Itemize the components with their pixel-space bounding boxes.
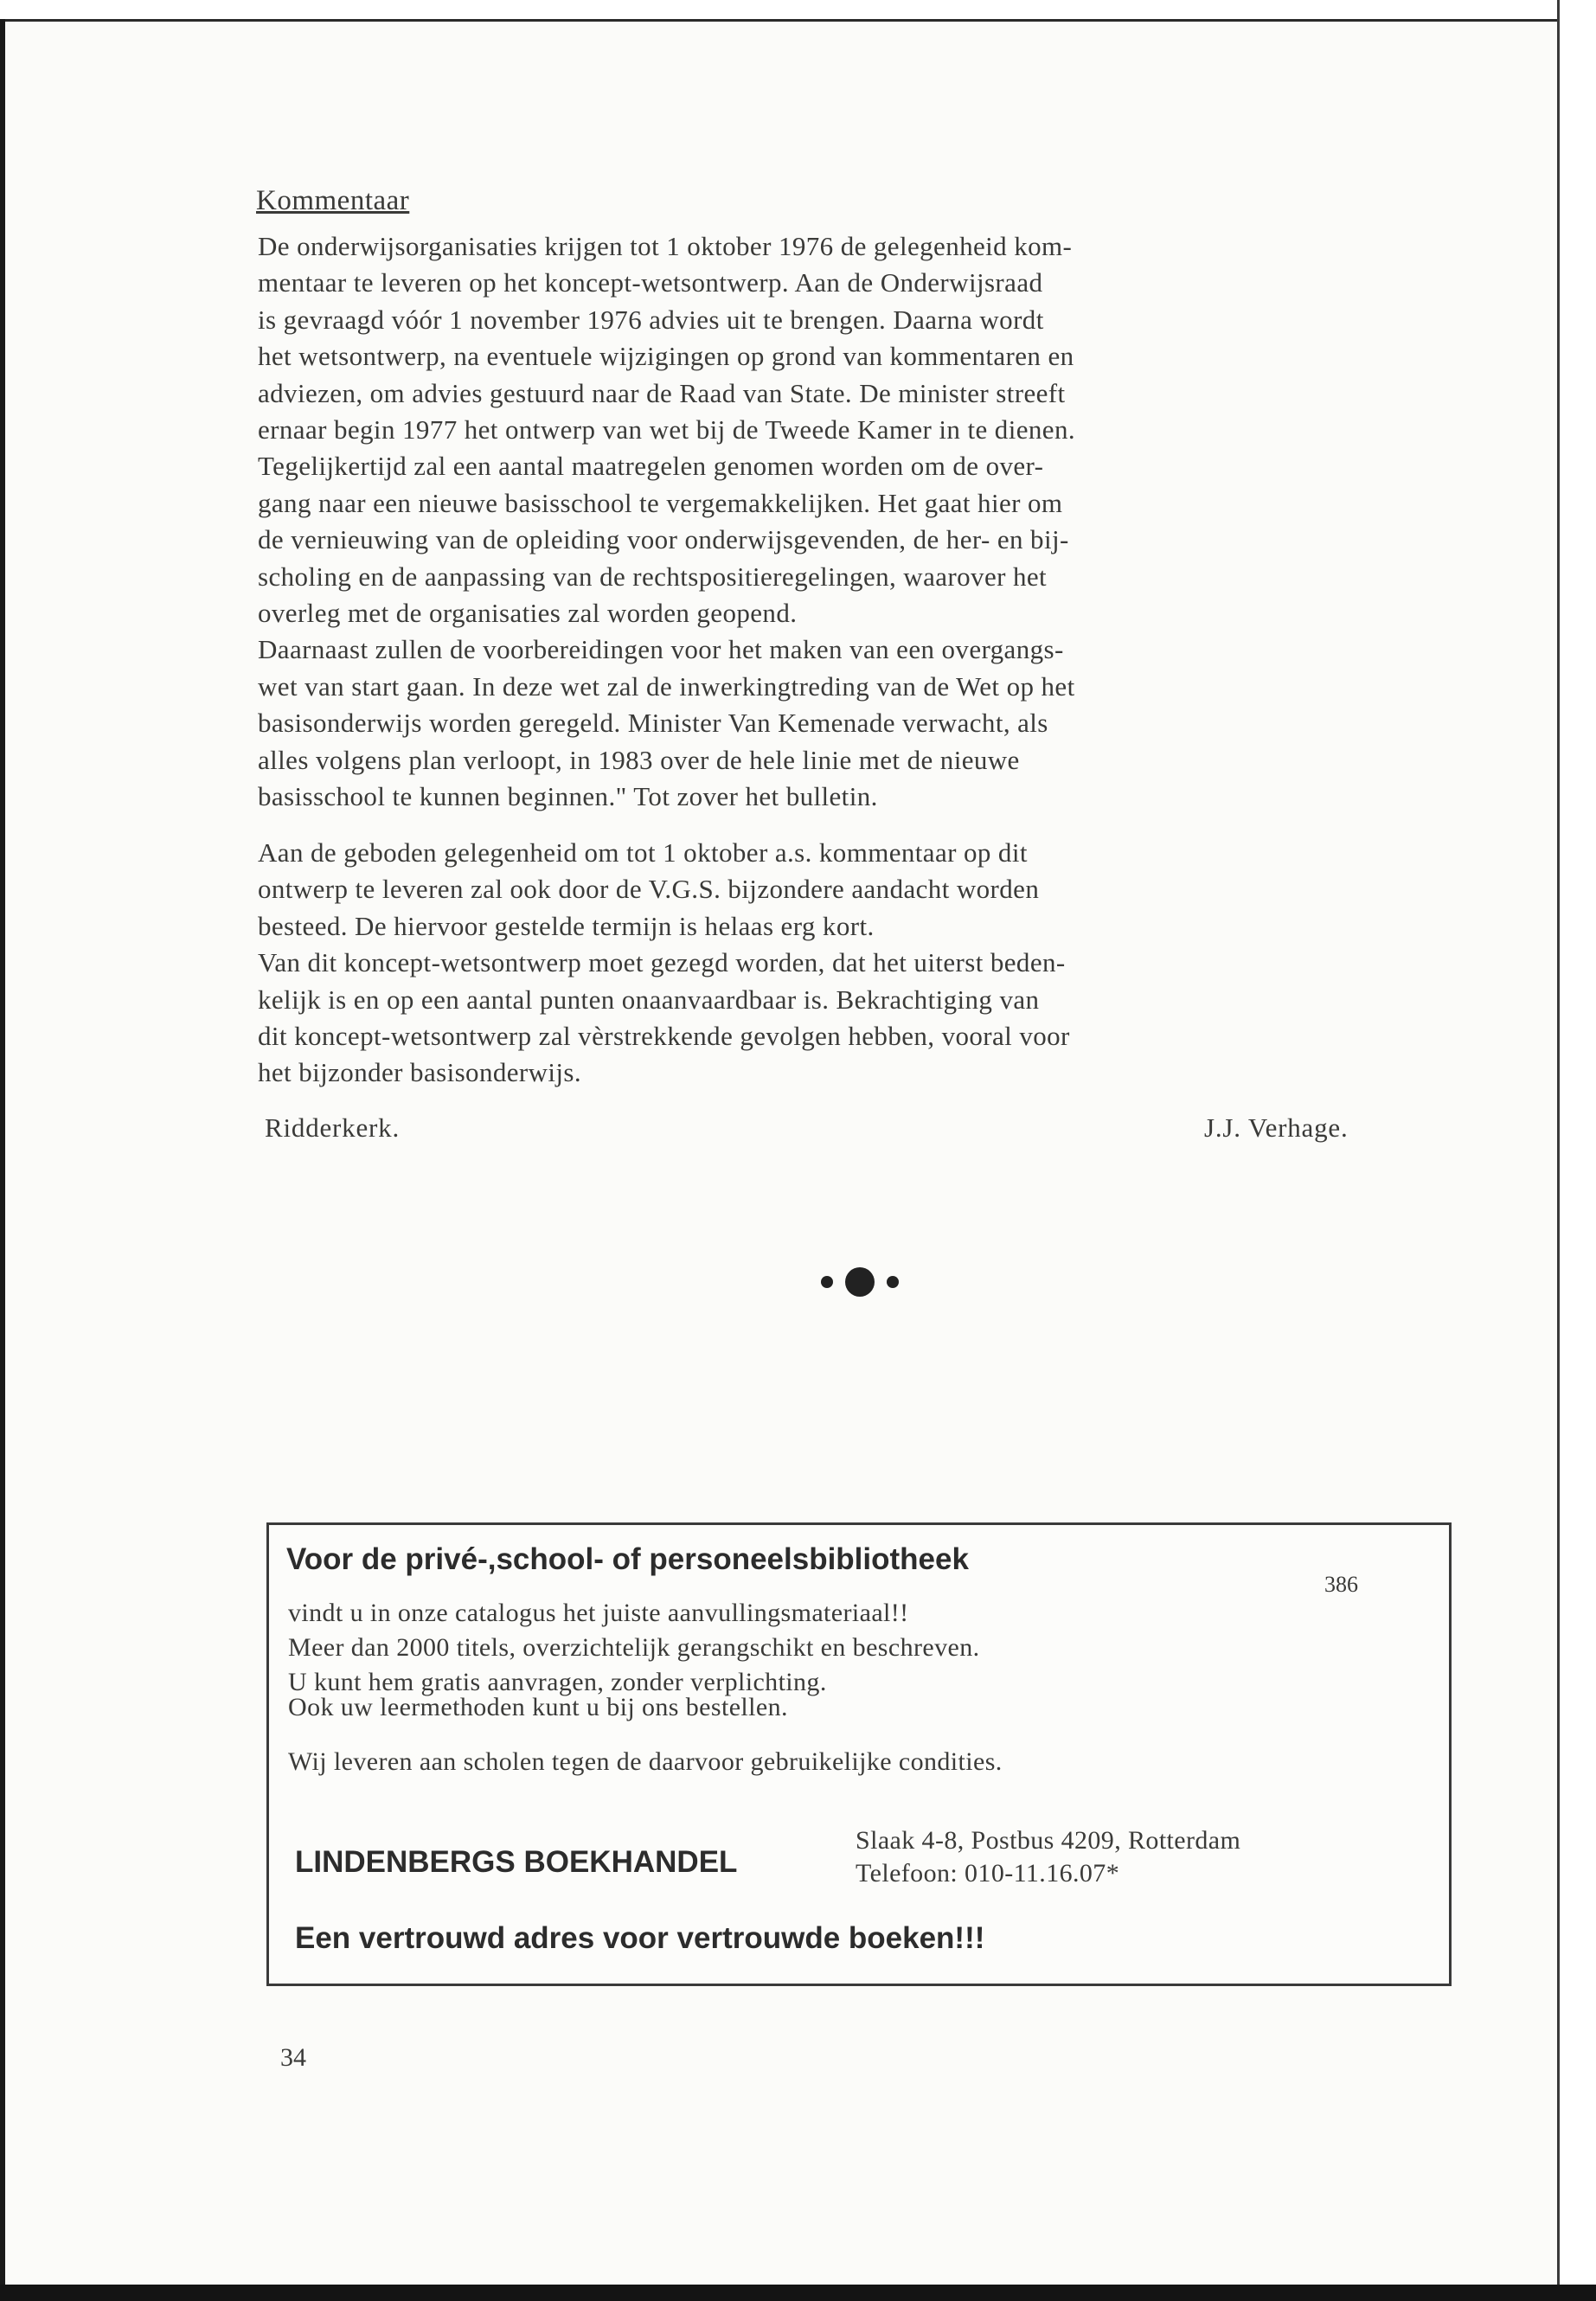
text-line: basisschool te kunnen beginnen." Tot zover het bulletin.: [258, 781, 878, 812]
scan-border-right: [1557, 0, 1596, 2301]
text-line: ontwerp te leveren zal ook door de V.G.S. bijzondere aandacht worden: [258, 874, 1040, 905]
text-line: alles volgens plan verloopt, in 1983 over de hele linie met de nieuwe: [258, 744, 1020, 775]
ad-body-line: U kunt hem gratis aanvragen, zonder verplichting.: [288, 1668, 827, 1696]
signature-place: Ridderkerk.: [265, 1112, 401, 1143]
ad-code: 386: [1324, 1572, 1358, 1597]
text-line: scholing en de aanpassing van de rechtspositieregelingen, waarover het: [258, 561, 1048, 592]
text-line: Aan de geboden gelegenheid om tot 1 oktober a.s. kommentaar op dit: [258, 837, 1028, 868]
bookshop-advertisement: [266, 1522, 1452, 1986]
ad-phone: Telefoon: 010-11.16.07*: [856, 1859, 1120, 1888]
ad-body-line: vindt u in onze catalogus het juiste aanvullingsmateriaal!!: [288, 1599, 909, 1627]
text-line: adviezen, om advies gestuurd naar de Raad van State. De minister streeft: [258, 377, 1066, 408]
text-line: ernaar begin 1977 het ontwerp van wet bij de Tweede Kamer in te dienen.: [258, 414, 1075, 445]
text-line: kelijk is en op een aantal punten onaanvaardbaar is. Bekrachtiging van: [258, 984, 1040, 1015]
ad-body: [288, 1596, 980, 1700]
ad-address-block: [856, 1824, 1240, 1890]
section-heading: Kommentaar: [256, 185, 410, 216]
text-line: het wetsontwerp, na eventuele wijzigingen op grond van kommentaren en: [258, 341, 1074, 372]
ad-tagline: Een vertrouwd adres voor vertrouwde boeken!!!: [295, 1921, 985, 1955]
text-line: de vernieuwing van de opleiding voor onderwijsgevenden, de her- en bij-: [258, 524, 1069, 555]
scan-border-top: [0, 0, 1596, 22]
text-line: Daarnaast zullen de voorbereidingen voor het maken van een overgangs-: [258, 634, 1064, 665]
paragraph-1: [258, 228, 1460, 816]
signature-author: J.J. Verhage.: [1204, 1112, 1349, 1143]
text-line: wet van start gaan. In deze wet zal de inwerkingtreding van de Wet op het: [258, 670, 1075, 702]
ad-methods-line: Ook uw leermethoden kunt u bij ons bestellen.: [288, 1693, 788, 1721]
scan-border-bottom: [0, 2285, 1596, 2301]
text-line: Tegelijkertijd zal een aantal maatregelen genomen worden om de over-: [258, 451, 1044, 482]
text-line: De onderwijsorganisaties krijgen tot 1 oktober 1976 de gelegenheid kom-: [258, 231, 1073, 261]
text-line: besteed. De hiervoor gestelde termijn is helaas erg kort.: [258, 910, 875, 941]
text-line: dit koncept-wetsontwerp zal vèrstrekkende gevolgen hebben, vooral voor: [258, 1021, 1070, 1052]
ad-company-name: LINDENBERGS BOEKHANDEL: [295, 1845, 738, 1879]
scan-border-left: [0, 19, 5, 2301]
ad-body-line: Meer dan 2000 titels, overzichtelijk gerangschikt en beschreven.: [288, 1633, 980, 1662]
paragraph-2: [258, 835, 1460, 1092]
ad-headline: Voor de privé-,school- of personeelsbibliotheek: [286, 1542, 969, 1576]
ad-conditions-line: Wij leveren aan scholen tegen de daarvoor gebruikelijke condities.: [288, 1747, 1003, 1776]
text-line: mentaar te leveren op het koncept-wetsontwerp. Aan de Onderwijsraad: [258, 267, 1043, 298]
text-line: gang naar een nieuwe basisschool te vergemakkelijken. Het gaat hier om: [258, 487, 1063, 518]
text-line: het bijzonder basisonderwijs.: [258, 1057, 582, 1088]
text-line: basisonderwijs worden geregeld. Minister Van Kemenade verwacht, als: [258, 708, 1048, 739]
text-line: overleg met de organisaties zal worden geopend.: [258, 598, 798, 629]
text-line: Van dit koncept-wetsontwerp moet gezegd worden, dat het uiterst beden-: [258, 947, 1066, 978]
ad-address: Slaak 4-8, Postbus 4209, Rotterdam: [856, 1826, 1241, 1855]
text-line: is gevraagd vóór 1 november 1976 advies uit te brengen. Daarna wordt: [258, 304, 1044, 335]
ornament-dots-icon: [817, 1261, 903, 1303]
page-number: 34: [280, 2043, 306, 2072]
